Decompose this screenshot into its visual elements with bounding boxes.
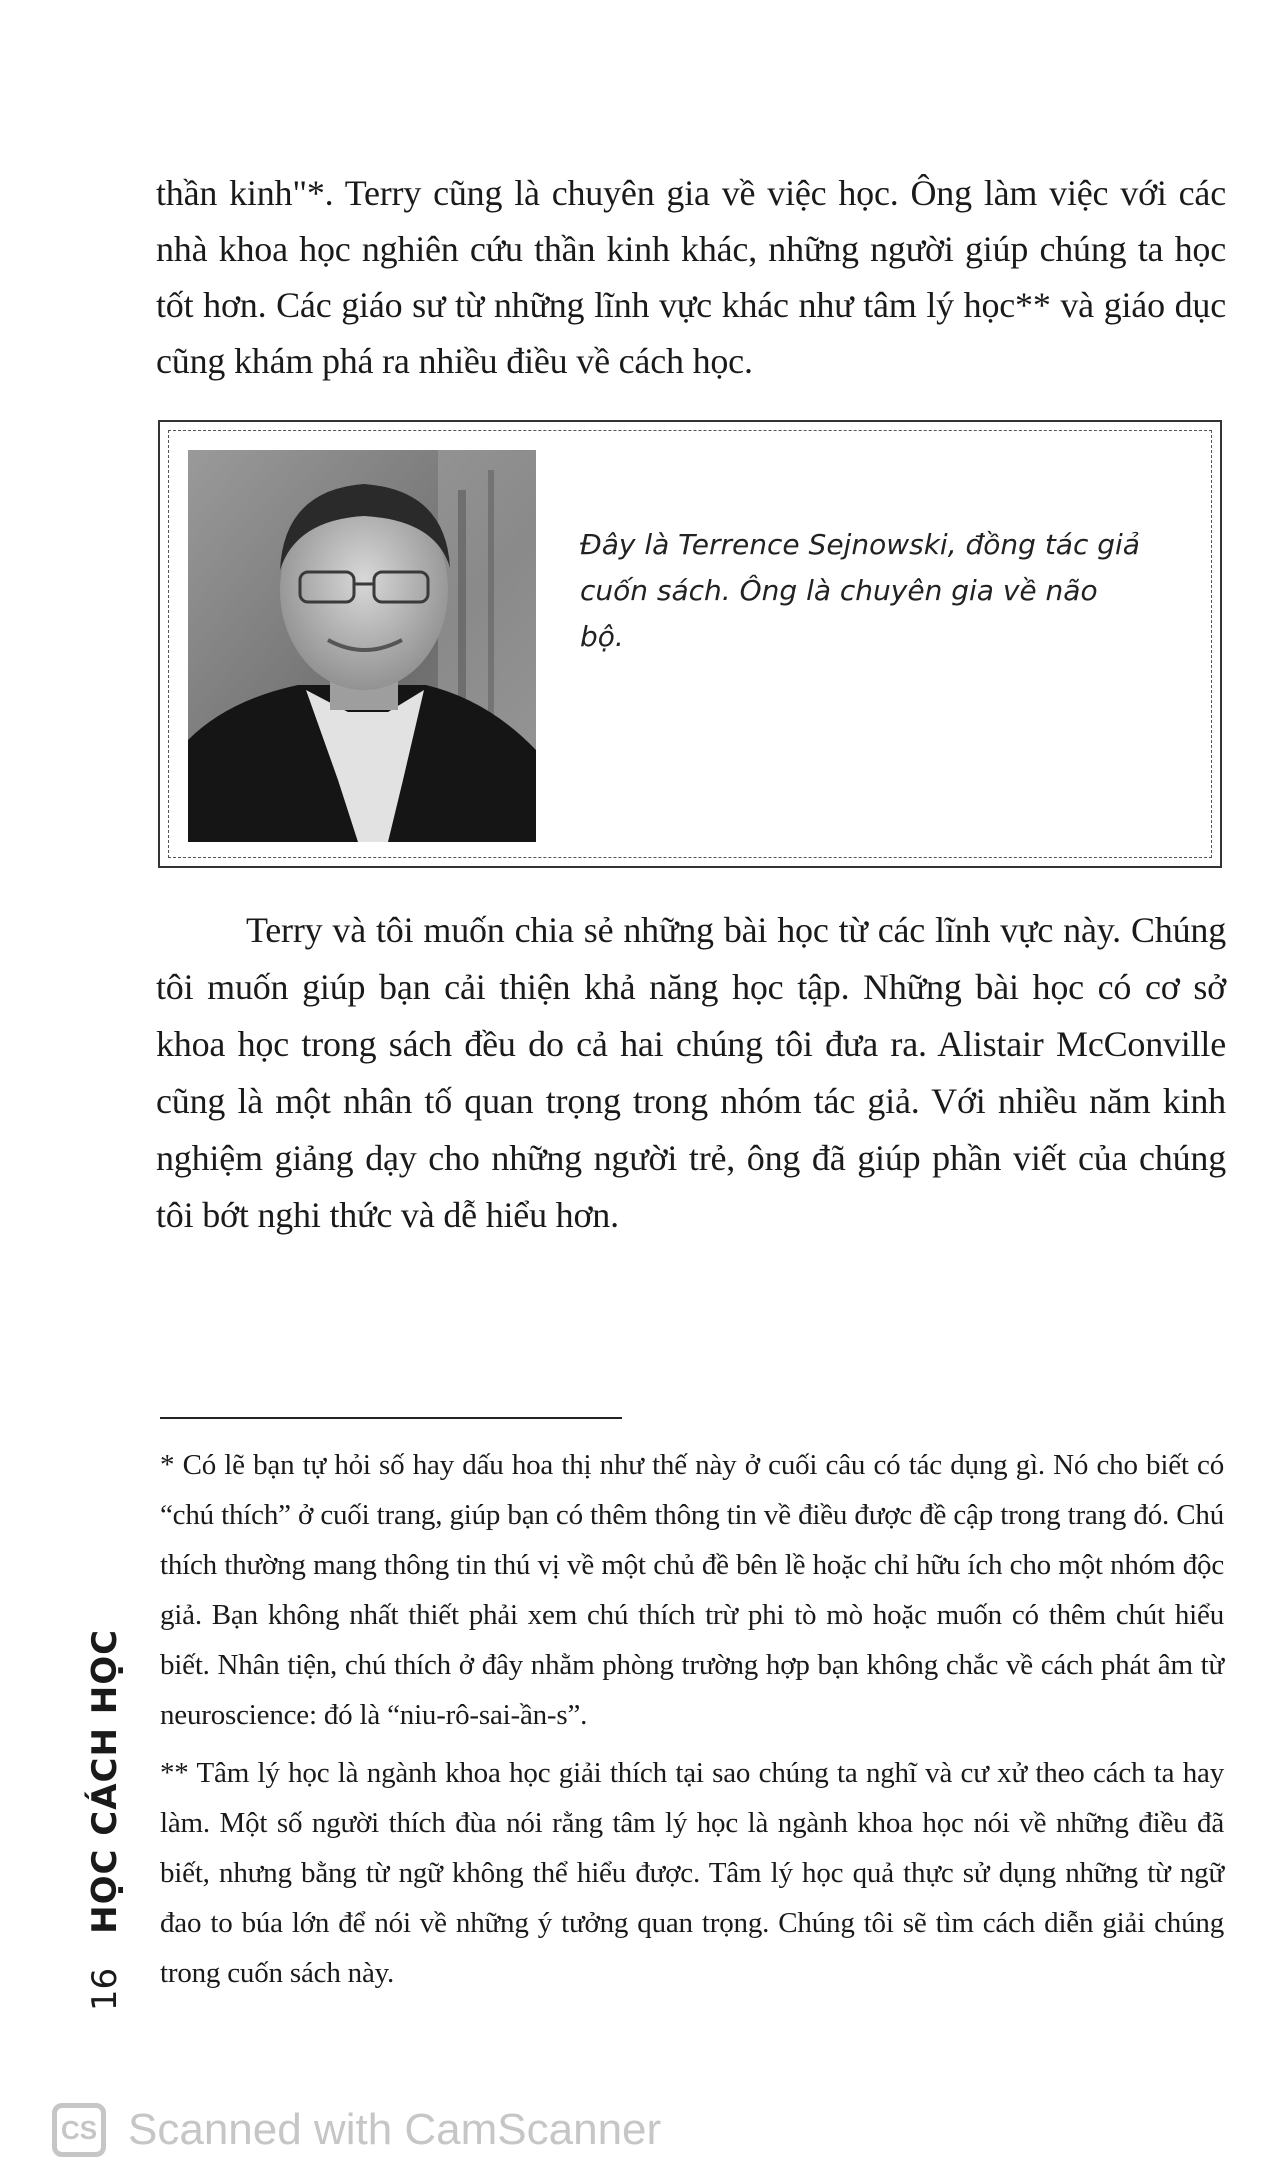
camscanner-logo-icon: CS xyxy=(52,2103,106,2157)
intro-paragraph-block xyxy=(156,165,1226,389)
watermark-text: Scanned with CamScanner xyxy=(128,2105,662,2154)
figure-box xyxy=(158,420,1222,868)
book-title: HỌC CÁCH HỌC xyxy=(85,1628,125,1934)
footnote-divider xyxy=(160,1417,622,1419)
page-number: 16 xyxy=(85,1967,125,2012)
second-paragraph: Terry và tôi muốn chia sẻ những bài học từ các lĩnh vực này. Chúng tôi muốn giúp bạn cải thiện khả năng học tập. Những bài học có cơ sở khoa học trong sách đều do cả hai chúng tôi đưa ra. Alistair McConville cũng là một nhân tố quan trọng trong nhóm tác giả. Với nhiều năm kinh nghiệm giảng dạy cho những người trẻ, ông đã giúp phần viết của chúng tôi bớt nghi thức và dễ hiểu hơn. xyxy=(156,910,1226,1235)
scanner-watermark xyxy=(52,2098,661,2162)
intro-paragraph: thần kinh"*. Terry cũng là chuyên gia về việc học. Ông làm việc với các nhà khoa học nghiên cứu thần kinh khác, những người giúp chúng ta học tốt hơn. Các giáo sư từ những lĩnh vực khác như tâm lý học** và giáo dục cũng khám phá ra nhiều điều về cách học. xyxy=(156,173,1226,381)
second-paragraph-block xyxy=(156,902,1226,1244)
footnote-2: ** Tâm lý học là ngành khoa học giải thích tại sao chúng ta nghĩ và cư xử theo cách ta hay làm. Một số người thích đùa nói rằng tâm lý học là ngành khoa học nói về những điều đã biết, nhưng bằng từ ngữ không thể hiểu được. Tâm lý học quả thực sử dụng những từ ngữ đao to búa lớn để nói về những ý tưởng quan trọng. Chúng tôi sẽ tìm cách diễn giải chúng trong cuốn sách này. xyxy=(160,1757,1224,1989)
running-footer xyxy=(40,1600,170,2040)
footnotes xyxy=(160,1440,1224,1998)
footnote-1: * Có lẽ bạn tự hỏi số hay dấu hoa thị như thế này ở cuối câu có tác dụng gì. Nó cho biết có “chú thích” ở cuối trang, giúp bạn có thêm thông tin về điều được đề cập trong trang đó. Chú thích thường mang thông tin thú vị về một chủ đề bên lề hoặc chỉ hữu ích cho một nhóm độc giả. Bạn không nhất thiết phải xem chú thích trừ phi tò mò hoặc muốn có thêm chút hiểu biết. Nhân tiện, chú thích ở đây nhằm phòng trường hợp bạn không chắc về cách phát âm từ neuroscience: đó là “niu-rô-sai-ần-s”. xyxy=(160,1449,1224,1731)
author-photo xyxy=(188,450,536,842)
figure-caption: Đây là Terrence Sejnowski, đồng tác giả cuốn sách. Ông là chuyên gia về não bộ. xyxy=(580,528,1140,653)
portrait-image xyxy=(188,450,536,842)
